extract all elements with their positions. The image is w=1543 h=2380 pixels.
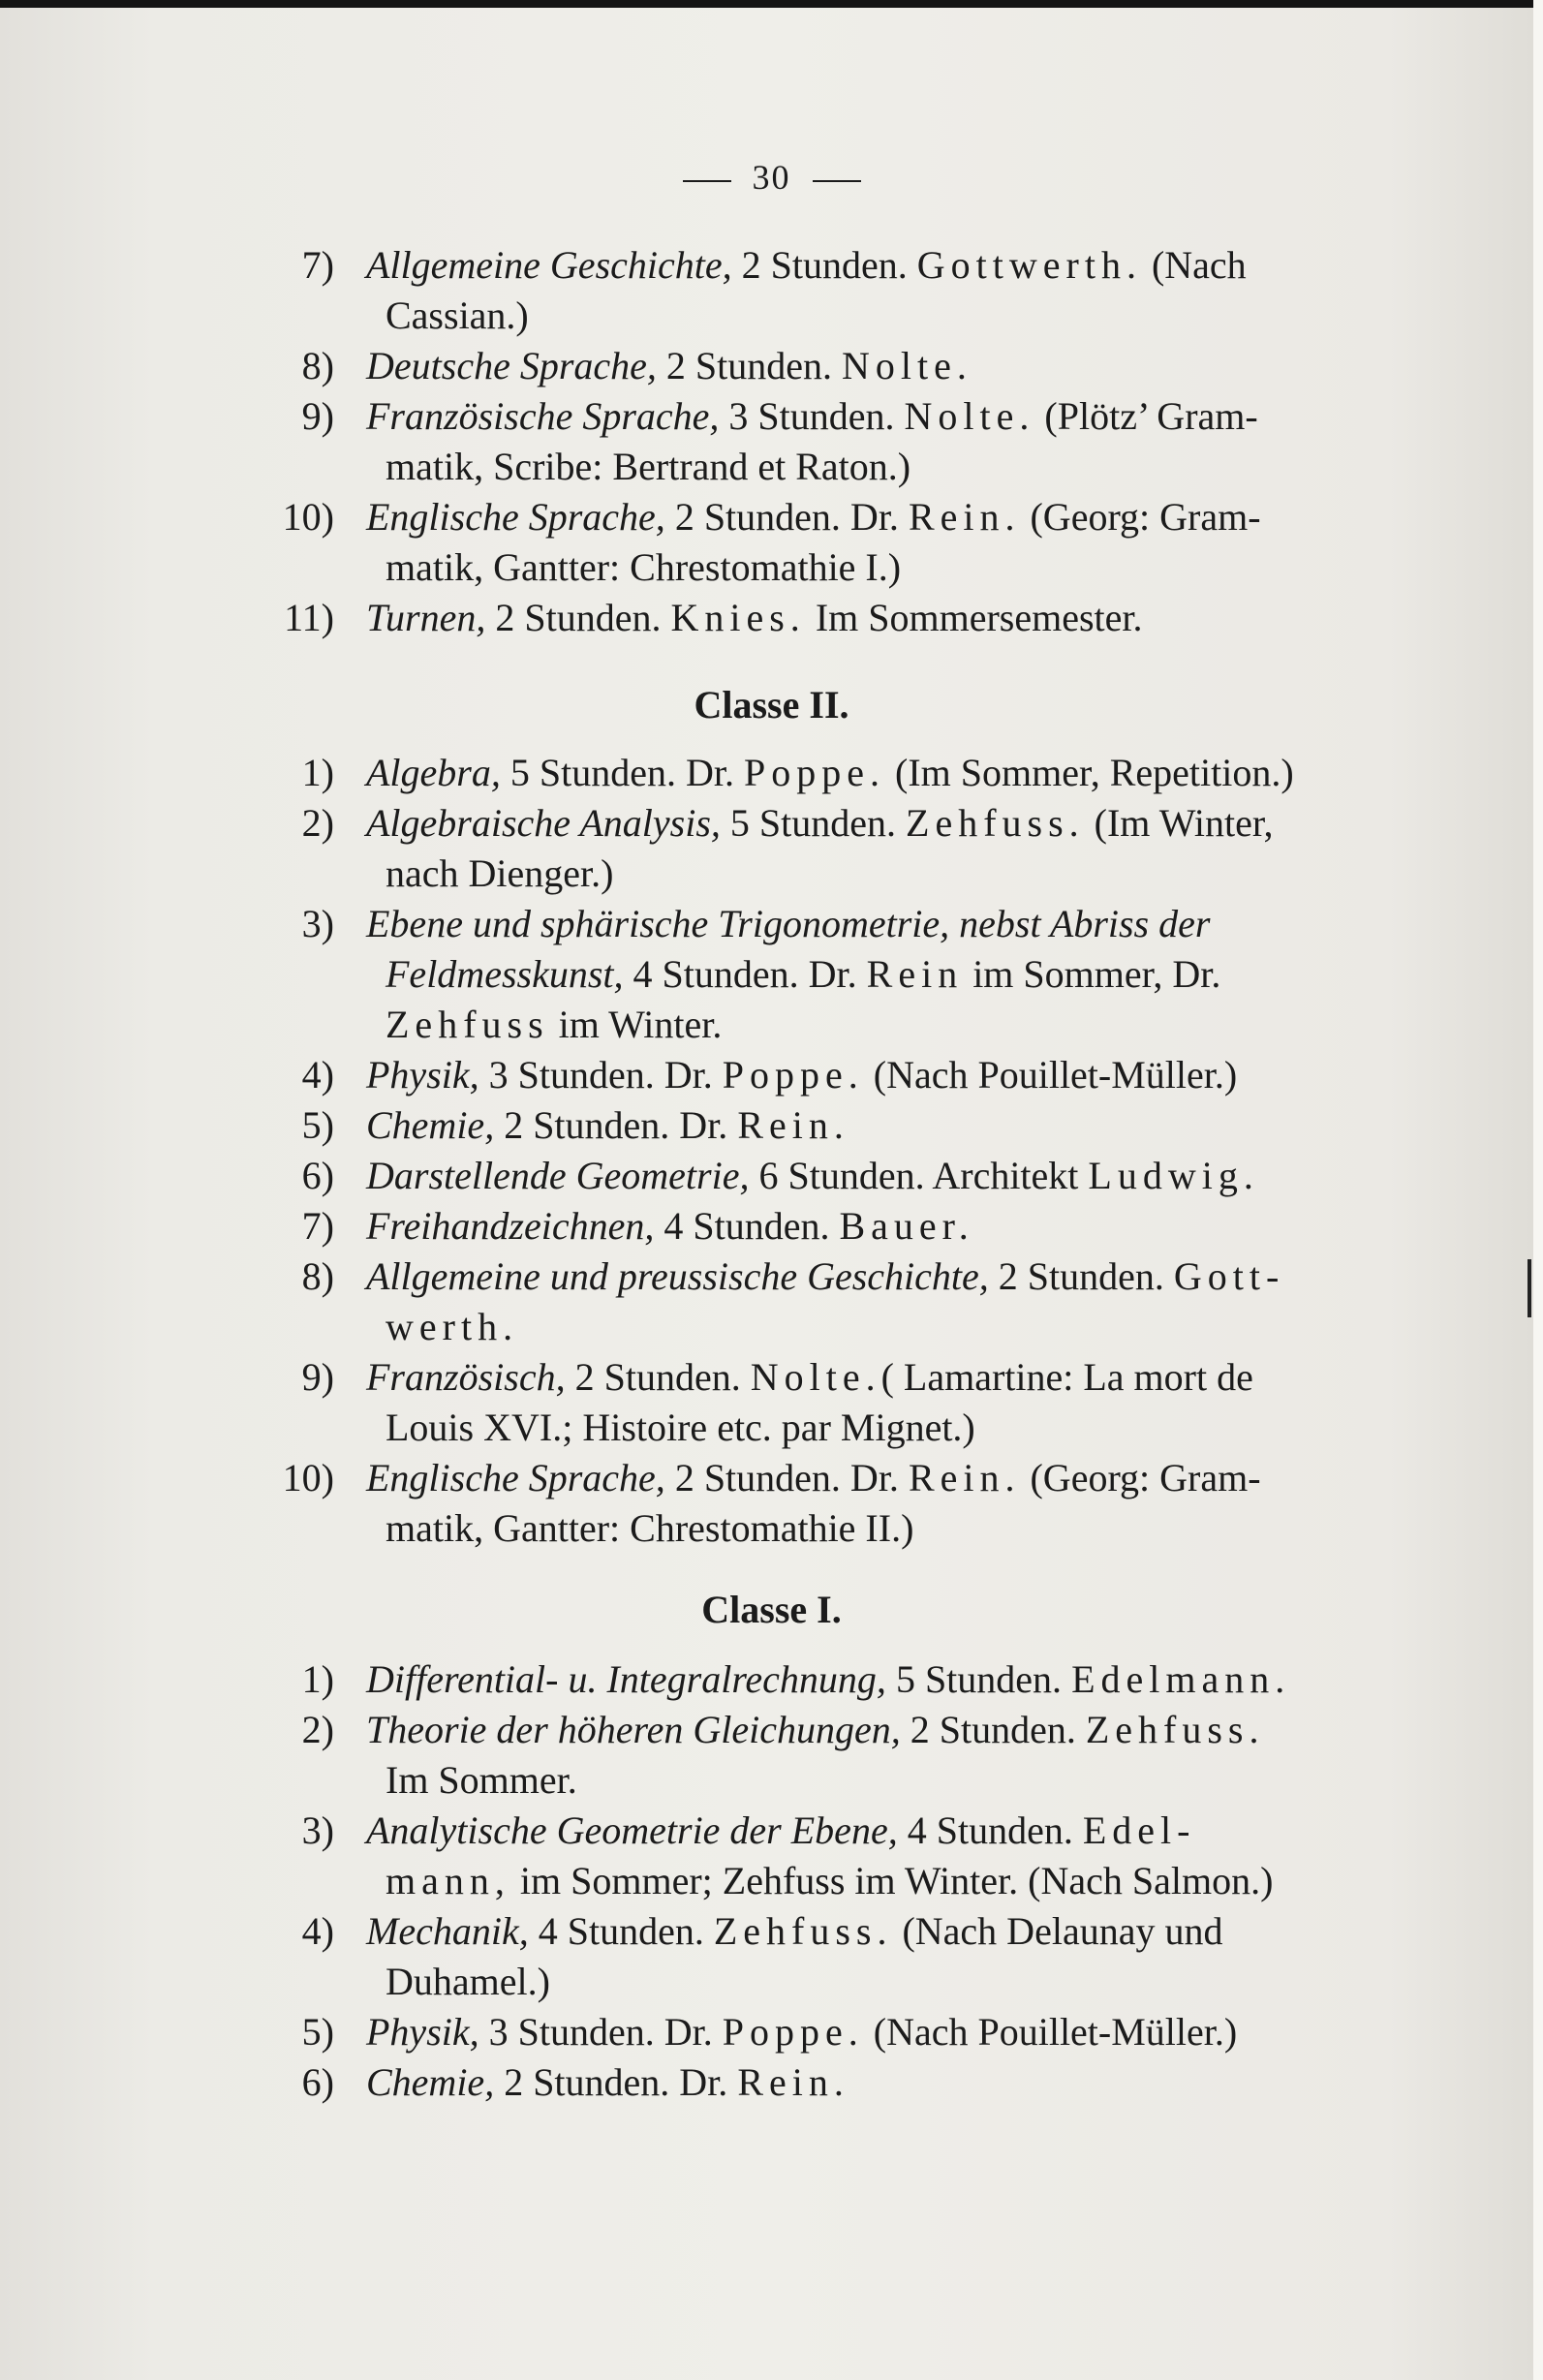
item-number: 10) [282, 1456, 334, 1499]
note-text: (Im Winter, [1084, 801, 1274, 845]
teacher-name: Bauer. [839, 1204, 974, 1248]
teacher-name: Nolte. [904, 394, 1035, 438]
note-text: im Sommer, Dr. [963, 952, 1221, 996]
subject-title: Chemie, [366, 2060, 495, 2104]
line-text [386, 949, 1220, 1000]
teacher-name: Nolte. [842, 344, 972, 387]
item-number: 6) [301, 2060, 334, 2104]
line-text [366, 1654, 1290, 1705]
hours-text: 2 Stunden. [485, 596, 671, 639]
note-text: im Winter. [548, 1003, 723, 1046]
hours-text: 2 Stunden. Dr. [494, 1103, 738, 1147]
note-text: (Im Sommer, Repetition.) [885, 751, 1294, 794]
line-text [366, 1100, 849, 1151]
subject-title: Französisch, [366, 1355, 566, 1399]
subject-title: Darstellende Geometrie, [366, 1154, 750, 1197]
line-text [386, 1302, 518, 1352]
heading-classe-ii: Classe II. [694, 683, 849, 726]
item-number: 5) [301, 1103, 334, 1147]
teacher-name: Poppe. [722, 2010, 864, 2054]
teacher-name: Edelmann. [1071, 1657, 1291, 1701]
hours-text: 2 Stunden. Dr. [494, 2060, 738, 2104]
teacher-name: Gottwerth. [916, 243, 1142, 287]
line-text [366, 341, 972, 391]
item-number: 3) [301, 1808, 334, 1852]
note-text: Im Sommersemester. [805, 596, 1143, 639]
teacher-name: Rein. [908, 1456, 1021, 1499]
note-text: (Georg: Gram- [1020, 1456, 1261, 1499]
teacher-name: Zehfuss. [906, 801, 1085, 845]
subject-title: Analytische Geometrie der Ebene, [366, 1808, 898, 1852]
item-number: 7) [301, 1204, 334, 1248]
teacher-name: Knies. [670, 596, 806, 639]
line-text [366, 1352, 1253, 1403]
line-text [386, 1403, 975, 1453]
line-text [366, 1806, 1195, 1856]
item-number: 4) [301, 1909, 334, 1953]
line-text [366, 1151, 1259, 1201]
continuation-text: Im Sommer. [386, 1758, 577, 1802]
subject-title: Differential- u. Integralrechnung, [366, 1657, 886, 1701]
subject-title: Theorie der höheren Gleichungen, [366, 1708, 901, 1751]
hours-text: 5 Stunden. [885, 1657, 1072, 1701]
hours-text: 2 Stunden. Dr. [664, 495, 909, 539]
top-border [0, 0, 1543, 8]
teacher-name: Rein. [737, 2060, 849, 2104]
subject-title: Algebraische Analysis, [366, 801, 721, 845]
hours-text: 3 Stunden. [719, 394, 905, 438]
note-text: (Nach Pouillet-Müller.) [863, 2010, 1238, 2054]
subject-title: Turnen, [366, 596, 486, 639]
teacher-name: Poppe. [722, 1053, 864, 1097]
line-text [366, 899, 1210, 949]
line-text [366, 593, 1143, 643]
line-text [386, 849, 613, 899]
line-text [366, 2007, 1237, 2057]
edge-mark [1528, 1259, 1531, 1317]
line-text [386, 1503, 913, 1554]
continuation-text: Duhamel.) [386, 1960, 550, 2003]
note-text: (Nach Delaunay und [892, 1909, 1223, 1953]
teacher-name: Zehfuss. [713, 1909, 893, 1953]
subject-title: Französische Sprache, [366, 394, 720, 438]
line-text [366, 1906, 1222, 1957]
hours-text: 2 Stunden. [900, 1708, 1086, 1751]
hours-text: 2 Stunden. [731, 243, 917, 287]
line-text [386, 442, 910, 492]
item-number: 9) [301, 394, 334, 438]
line-text [366, 2057, 849, 2108]
teacher-name: Rein. [908, 495, 1021, 539]
continuation-text: matik, Gantter: Chrestomathie II.) [386, 1506, 914, 1550]
continuation-text: matik, Gantter: Chrestomathie I.) [386, 545, 902, 589]
line-text [366, 1252, 1284, 1302]
item-number: 10) [282, 495, 334, 539]
hours-text: 2 Stunden. [988, 1254, 1174, 1298]
line-text [366, 1705, 1264, 1755]
note-text: (Georg: Gram- [1020, 495, 1261, 539]
item-number: 6) [301, 1154, 334, 1197]
note-text: ( Lamartine: La mort de [880, 1355, 1253, 1399]
line-text [366, 1453, 1261, 1503]
item-number: 1) [301, 751, 334, 794]
subject-title: Algebra, [366, 751, 501, 794]
hours-text: 4 Stunden. [654, 1204, 840, 1248]
teacher-name: Rein [866, 952, 964, 996]
line-text [366, 748, 1294, 798]
subject-title: Mechanik, [366, 1909, 529, 1953]
subject-title: Allgemeine Geschichte, [366, 243, 732, 287]
hours-text: 4 Stunden. Dr. [623, 952, 867, 996]
page-edge [1533, 0, 1543, 2380]
line-text [386, 1957, 550, 2007]
hours-text: 2 Stunden. Dr. [664, 1456, 909, 1499]
hours-text: 2 Stunden. [656, 344, 843, 387]
teacher-name: mann, [386, 1859, 510, 1902]
item-number: 2) [301, 1708, 334, 1751]
continuation-text: Cassian.) [386, 294, 529, 337]
line-text [386, 1755, 577, 1806]
item-number: 9) [301, 1355, 334, 1399]
hours-text: 2 Stunden. [565, 1355, 751, 1399]
teacher-name: Ludwig. [1088, 1154, 1259, 1197]
teacher-name: Zehfuss [386, 1003, 549, 1046]
hours-text: 5 Stunden. Dr. [500, 751, 744, 794]
teacher-name: werth. [386, 1305, 519, 1348]
subject-title: Physik, [366, 1053, 479, 1097]
hours-text: 4 Stunden. [528, 1909, 714, 1953]
teacher-name: Zehfuss. [1085, 1708, 1265, 1751]
page-number-text: 30 [752, 158, 791, 197]
hours-text: 4 Stunden. [897, 1808, 1083, 1852]
item-number: 4) [301, 1053, 334, 1097]
teacher-name: Edel- [1082, 1808, 1196, 1852]
teacher-name: Rein. [737, 1103, 849, 1147]
continuation-text: matik, Scribe: Bertrand et Raton.) [386, 445, 911, 488]
hours-text: 5 Stunden. [720, 801, 907, 845]
item-number: 5) [301, 2010, 334, 2054]
hours-text: 6 Stunden. Architekt [749, 1154, 1089, 1197]
subject-title: Ebene und sphärische Trigonometrie, nebst Abriss der [366, 902, 1211, 945]
line-text [366, 240, 1247, 291]
item-number: 11) [284, 596, 334, 639]
subject-title: Englische Sprache, [366, 1456, 665, 1499]
subject-title: Feldmesskunst, [386, 952, 624, 996]
line-text [386, 1000, 722, 1050]
teacher-name: Nolte. [750, 1355, 881, 1399]
line-text [386, 542, 901, 593]
note-text: (Nach [1141, 243, 1247, 287]
hours-text: 3 Stunden. Dr. [478, 1053, 723, 1097]
continuation-text: Louis XVI.; Histoire etc. par Mignet.) [386, 1406, 975, 1449]
subject-title: Deutsche Sprache, [366, 344, 657, 387]
line-text [366, 798, 1274, 849]
continuation-text: nach Dienger.) [386, 851, 614, 895]
note-text: im Sommer; Zehfuss im Winter. (Nach Salmon.) [509, 1859, 1274, 1902]
page-number [0, 157, 1543, 198]
item-number: 7) [301, 243, 334, 287]
subject-title: Physik, [366, 2010, 479, 2054]
line-text [366, 1050, 1237, 1100]
subject-title: Chemie, [366, 1103, 495, 1147]
subject-title: Englische Sprache, [366, 495, 665, 539]
line-text [366, 492, 1261, 542]
subject-title: Allgemeine und preussische Geschichte, [366, 1254, 989, 1298]
line-text [366, 1201, 974, 1252]
subject-title: Freihandzeichnen, [366, 1204, 655, 1248]
teacher-name: Poppe. [744, 751, 885, 794]
item-number: 2) [301, 801, 334, 845]
item-number: 3) [301, 902, 334, 945]
line-text [386, 291, 529, 341]
line-text [366, 391, 1258, 442]
teacher-name: Gott- [1173, 1254, 1285, 1298]
item-number: 1) [301, 1657, 334, 1701]
item-number: 8) [301, 344, 334, 387]
line-text [386, 1856, 1273, 1906]
hours-text: 3 Stunden. Dr. [478, 2010, 723, 2054]
note-text: (Plötz’ Gram- [1034, 394, 1258, 438]
item-number: 8) [301, 1254, 334, 1298]
note-text: (Nach Pouillet-Müller.) [863, 1053, 1238, 1097]
heading-classe-i: Classe I. [701, 1588, 842, 1631]
